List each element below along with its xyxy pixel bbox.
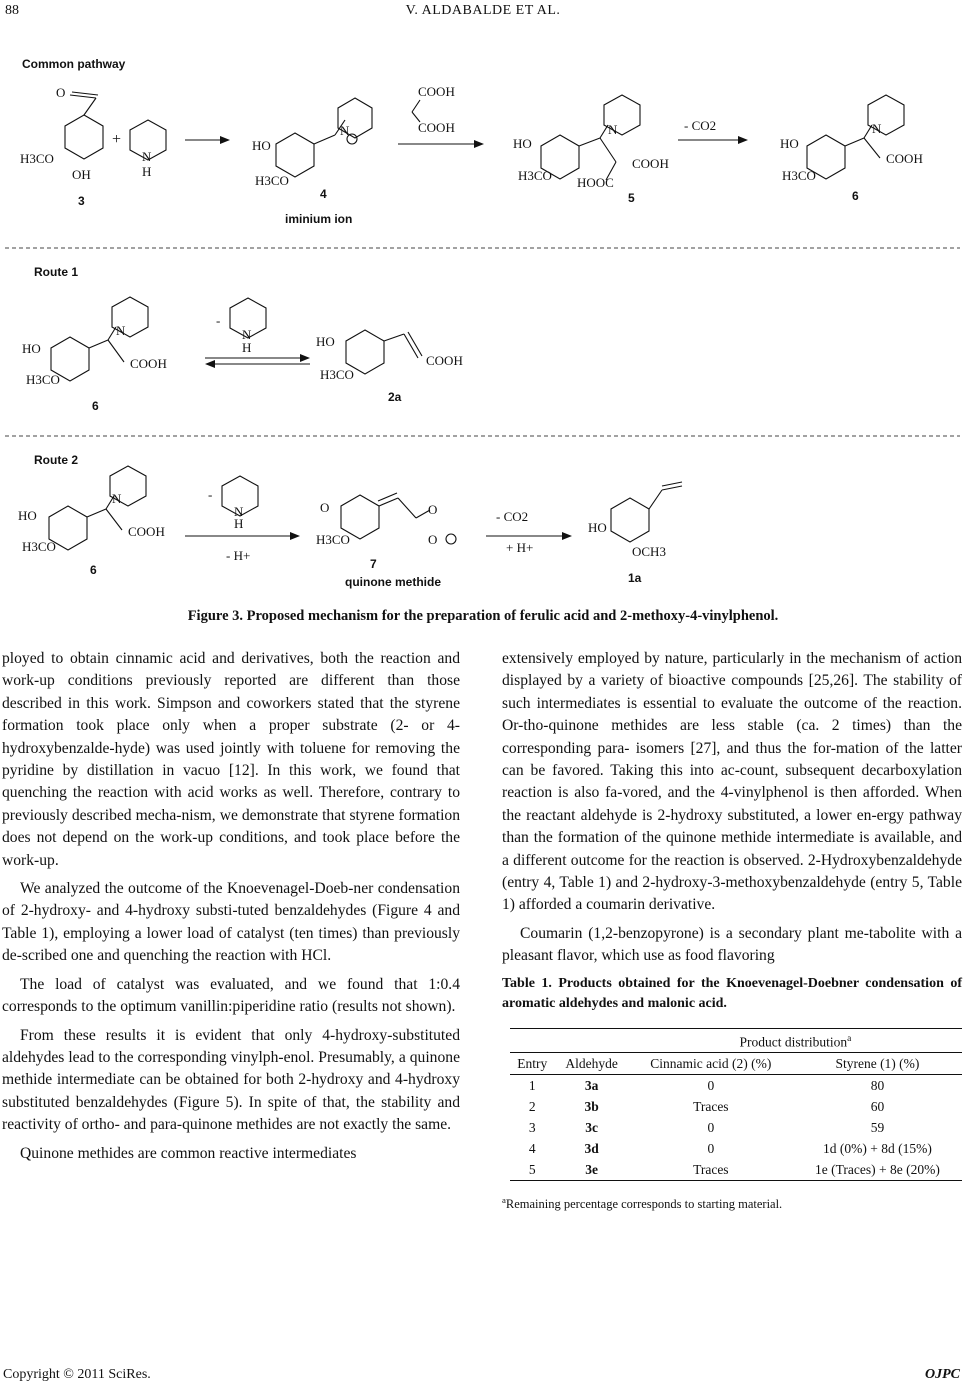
paragraph: Quinone methides are common reactive intermediates [20,1144,357,1162]
svg-text:N: N [608,122,618,137]
svg-text:-: - [216,313,221,328]
table1-col-cinnamic: Cinnamic acid (2) (%) [629,1053,793,1075]
compound-1a [588,482,682,585]
compound-6-route2 [18,466,165,577]
svg-text:7: 7 [370,557,377,571]
running-head: V. ALDABALDE ET AL. [405,3,561,18]
svg-text:H3CO: H3CO [20,151,54,166]
svg-text:quinone methide: quinone methide [345,575,441,589]
table1 [510,1028,962,1182]
svg-text:HO: HO [18,508,37,523]
svg-text:O: O [320,500,330,515]
journal-name: OJPC [925,1367,960,1382]
svg-text:- CO2: - CO2 [496,509,529,524]
svg-text:O: O [428,502,438,517]
svg-text:H3CO: H3CO [255,173,289,188]
svg-text:COOH: COOH [130,356,167,371]
table-row: 3 3c 0 59 [528,1120,885,1136]
paragraph: We analyzed the outcome of the Knoevenagel-Doeb-ner condensation of 2-hydroxy- and 4-hydroxy substi-tuted benzaldehydes (Figure 4 and Table 1), employing a lower load of catalyst (ten times) than previously de-scribed one and quenching the reaction with HCl. [2,880,460,965]
copyright: Copyright © 2011 SciRes. [3,1367,151,1382]
svg-text:HO: HO [513,136,532,151]
svg-text:H3CO: H3CO [26,372,60,387]
svg-text:HOOC: HOOC [577,175,614,190]
svg-text:COOH: COOH [632,156,669,171]
svg-text:6: 6 [90,563,97,577]
compound-5 [513,95,669,205]
svg-text:HO: HO [780,136,799,151]
svg-text:4: 4 [320,187,327,201]
svg-text:H: H [242,340,252,355]
compound-6-common [780,95,923,203]
svg-text:N: N [340,123,350,138]
svg-text:H3CO: H3CO [320,367,354,382]
paragraph: Coumarin (1,2-benzopyrone) is a secondary plant me-tabolite with a pleasant flavor, which use as food flavoring [502,924,962,965]
svg-text:1a: 1a [628,571,642,585]
piperidine-route2 [222,476,258,531]
table1-footnote: $^a$Remaining percentage corresponds to starting material. [502,1195,783,1212]
svg-text:COOH: COOH [886,151,923,166]
svg-text:COOH: COOH [418,120,455,135]
svg-text:+: + [112,131,122,148]
svg-text:N: N [116,323,126,338]
svg-text:N: N [242,327,252,342]
svg-text:-: - [208,487,213,502]
svg-text:H3CO: H3CO [518,168,552,183]
figure-caption: Figure 3. Proposed mechanism for the preparation of ferulic acid and 2-methoxy-4-vinylphenol. [187,608,779,624]
svg-text:iminium ion: iminium ion [285,212,353,226]
svg-text:COOH: COOH [426,353,463,368]
svg-text:N: N [112,491,122,506]
compound-4 [252,98,372,226]
table1-col-styrene: Styrene (1) (%) [793,1053,962,1075]
svg-text:- H+: - H+ [226,548,251,563]
paragraph: The load of catalyst was evaluated, and we found that 1:0.4 corresponds to the optimum vanillin:piperidine ratio (results not shown). [2,975,460,1016]
compound-2a [316,330,463,404]
svg-text:6: 6 [92,399,99,413]
svg-text:- CO2: - CO2 [684,118,717,133]
table-row: 1 3a 0 80 [510,1075,962,1097]
svg-text:O: O [428,532,438,547]
svg-text:+ H+: + H+ [506,540,534,555]
compound-7 [316,493,456,589]
svg-text:H: H [142,164,152,179]
svg-text:OCH3: OCH3 [632,544,666,559]
piperidine [130,120,166,179]
svg-text:H3CO: H3CO [316,532,350,547]
body-left-column [2,648,460,1171]
table-row: 5 3e Traces 1e (Traces) + 8e (20%) [510,1159,962,1181]
svg-text:OH: OH [72,167,91,182]
page-number: 88 [5,3,19,18]
page-header [0,3,966,23]
common-pathway-label: Common pathway [22,57,126,71]
svg-text:COOH: COOH [418,84,455,99]
compound-6-route1 [22,297,167,413]
svg-text:O: O [56,85,66,100]
paragraph: ployed to obtain cinnamic acid and derivatives, both the reaction and work-up conditions previously reported are different than those described in this work. Simpson and coworkers stated that the styrene formation took place only when a proper substrate (2- or 4-hydroxybenzalde-hyde) was used jointly with toluene for removing the pyridine by distillation in vacuo [12]. In this work, we found that quenching the reaction with acid works as well. Therefore, contrary to previously described mecha-nism, we demonstrate that styrene formation does not depend on the work-up conditions, and took place before the work-up. [2,650,460,869]
route2-label: Route 2 [34,453,79,467]
svg-text:3: 3 [78,194,85,208]
table-row: 4 3d 0 1d (0%) + 8d (15%) [528,1141,932,1157]
svg-text:COOH: COOH [128,524,165,539]
table1-group-header: Product distribution$^a$ [629,1028,962,1053]
route1-label: Route 1 [34,265,79,279]
table1-col-entry: Entry [510,1053,555,1075]
piperidine-route1 [230,298,266,355]
svg-text:N: N [142,149,152,164]
body-right-column [502,648,962,1216]
paragraph: extensively employed by nature, particularly in the mechanism of action displayed by a variety of bioactive compounds [25,26]. The stability of such intermediates is essential to evaluate the outcome of the reaction. Or-tho-quinone methides are less stable (ca. 2 times) than the corresponding para- isomers [27], and thus the for-mation of the latter can be favored. Taking this into ac-count, subsequent decarboxylation reaction is also fa-vored, and the 4-vinylphenol is then afforded. When the reactant aldehyde is 2-hydroxy substituted, a lower en-ergy pathway than the formation of the quinone methide intermediate is available, and a different outcome for the reaction is observed. 2-Hydroxybenzaldehyde (entry 4, Table 1) and 2-hydroxy-3-methoxybenzaldehyde (entry 5, Table 1) afforded a coumarin derivative. [502,650,962,914]
paragraph: From these results it is evident that only 4-hydroxy-substituted aldehydes lead to the corresponding vinylph-enol. Presumably, a quinone methide intermediate can be obtained for both 2-hydroxy and 4-hydroxy substituted benzaldehydes (Figure 5). In spite of that, the stability and reactivity of ortho- and para-quinone methides are not exactly the same. [2,1026,460,1134]
svg-text:5: 5 [628,191,635,205]
table1-caption: Table 1. Products obtained for the Knoevenagel-Doebner condensation of aromatic aldehydes and malonic acid. [502,975,962,1011]
svg-text:HO: HO [252,138,271,153]
svg-text:HO: HO [588,520,607,535]
compound-3 [20,85,103,208]
svg-text:H3CO: H3CO [22,539,56,554]
svg-text:2a: 2a [388,390,402,404]
reaction-scheme [0,40,966,595]
svg-text:HO: HO [22,341,41,356]
table1-col-aldehyde: Aldehyde [555,1053,629,1075]
svg-text:HO: HO [316,334,335,349]
svg-text:N: N [234,504,244,519]
svg-text:H3CO: H3CO [782,168,816,183]
svg-text:N: N [872,121,882,136]
svg-text:6: 6 [852,189,859,203]
svg-text:H: H [234,516,244,531]
table-row: 2 3b Traces 60 [528,1099,885,1115]
